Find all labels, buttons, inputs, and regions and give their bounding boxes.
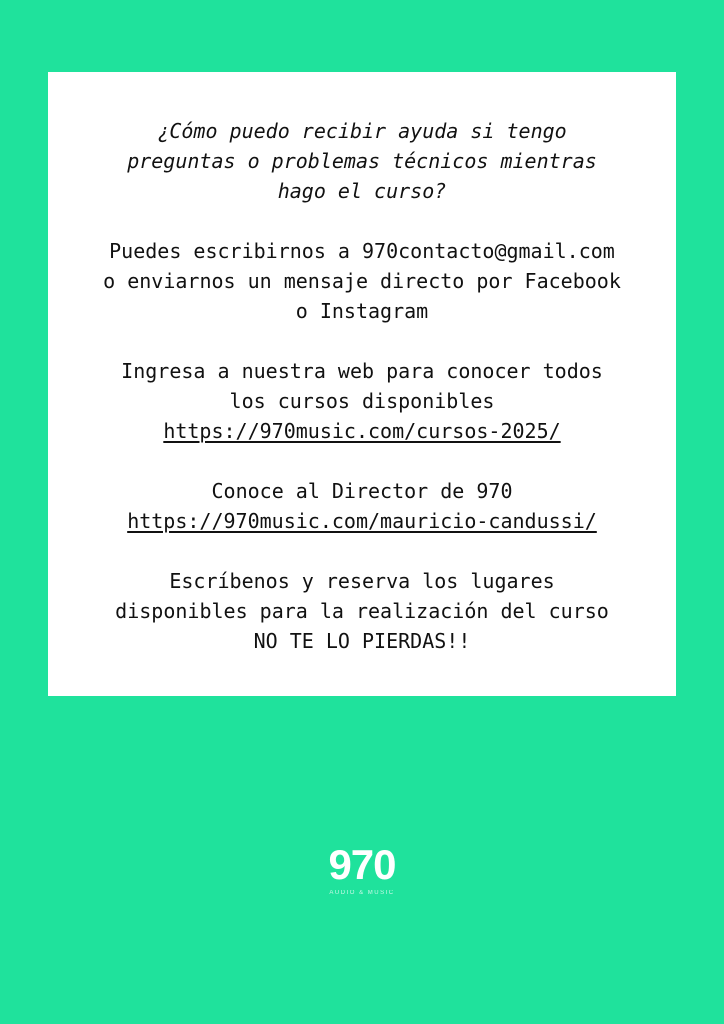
web-line-1: Ingresa a nuestra web para conocer todos xyxy=(121,359,603,383)
cta-line-3: NO TE LO PIERDAS!! xyxy=(253,629,471,653)
web-paragraph xyxy=(48,356,676,446)
cta-paragraph xyxy=(48,566,676,656)
cta-line-1: Escríbenos y reserva los lugares xyxy=(169,569,555,593)
contact-line-2: o enviarnos un mensaje directo por Facebook xyxy=(103,269,621,293)
director-link[interactable]: https://970music.com/mauricio-candussi/ xyxy=(127,509,597,533)
logo-mark: 970 xyxy=(328,841,396,888)
logo-tagline: AUDIO & MUSIC xyxy=(329,890,395,896)
question-line-3: hago el curso? xyxy=(277,179,447,203)
brand-logo xyxy=(0,842,724,898)
cta-line-2: disponibles para la realización del curso xyxy=(115,599,609,623)
info-card xyxy=(48,72,676,696)
director-paragraph xyxy=(48,476,676,536)
courses-link[interactable]: https://970music.com/cursos-2025/ xyxy=(163,419,561,443)
contact-paragraph xyxy=(48,236,676,326)
web-line-2: los cursos disponibles xyxy=(229,389,495,413)
faq-question xyxy=(48,116,676,206)
director-line: Conoce al Director de 970 xyxy=(211,479,513,503)
question-line-2: preguntas o problemas técnicos mientras xyxy=(127,149,597,173)
contact-line-1: Puedes escribirnos a 970contacto@gmail.com xyxy=(109,239,615,263)
question-line-1: ¿Cómo puedo recibir ayuda si tengo xyxy=(157,119,567,143)
contact-line-3: o Instagram xyxy=(295,299,429,323)
